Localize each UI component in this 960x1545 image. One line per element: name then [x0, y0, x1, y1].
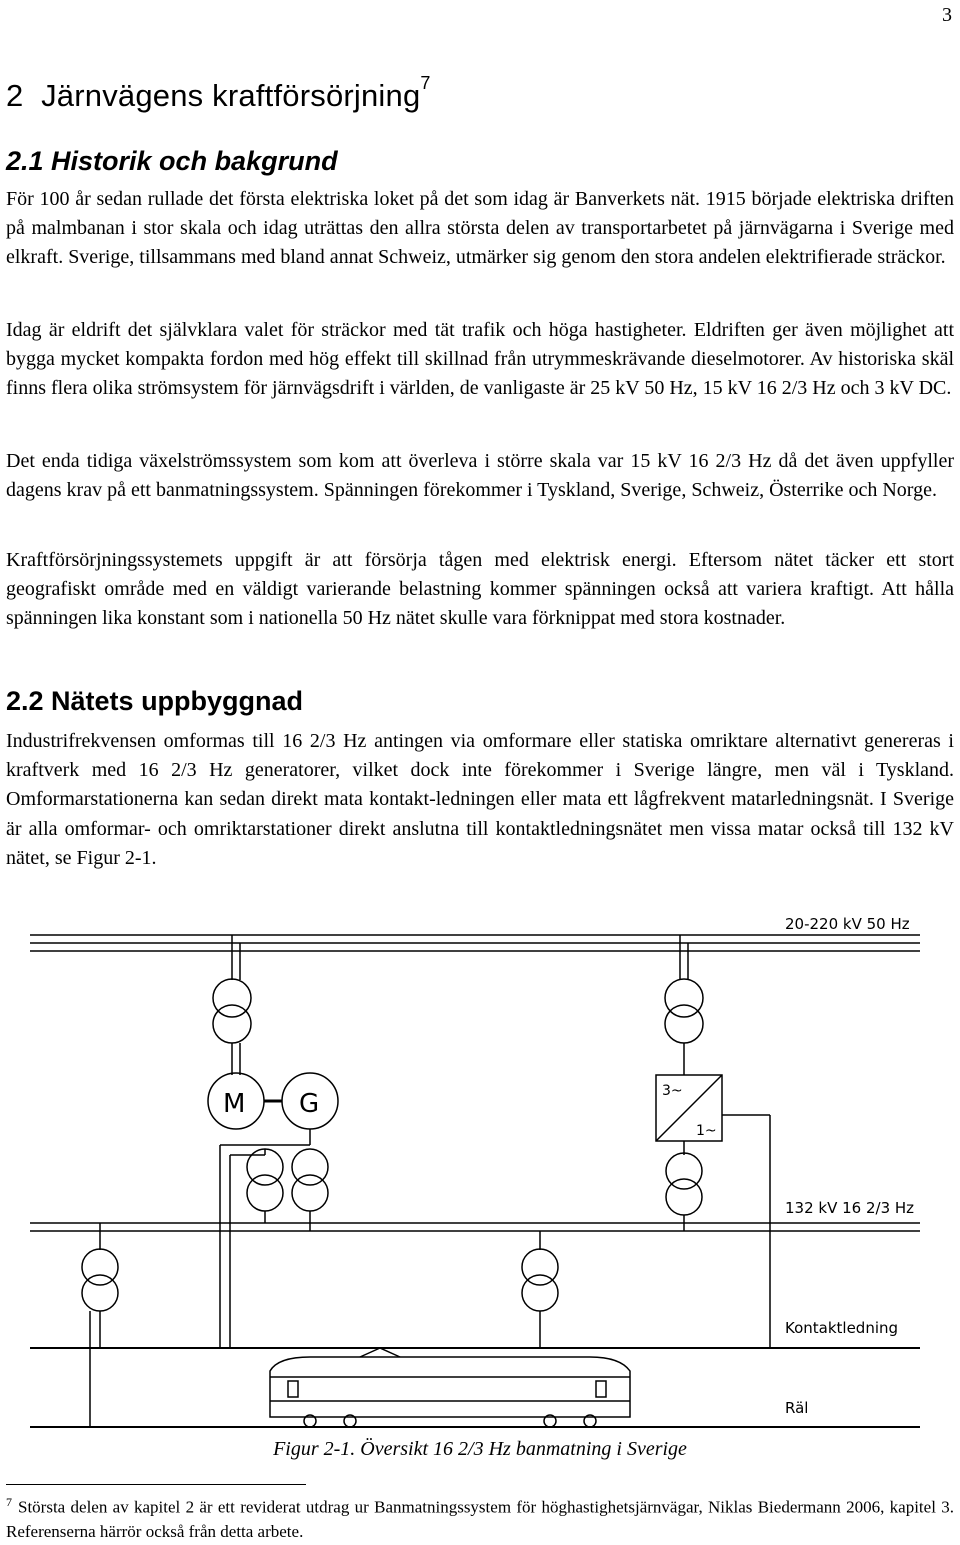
paragraph-4: Kraftförsörjningssystemets uppgift är att försörja tågen med elektrisk energi. Eftersom nätet täcker ett stort geografiskt område med en väldigt varierande belastning kommer spänningen också att variera kraftigt. Att hålla spänningen lika konstant som i nationella 50 Hz nätet skulle vara förknippat med stora kostnader.: [6, 549, 954, 630]
chapter-title: Järnvägens kraftförsörjning: [41, 78, 421, 113]
chapter-heading: [6, 72, 431, 114]
footnote: [6, 1490, 954, 1544]
footnote-text: Största delen av kapitel 2 är ett reviderat utdrag ur Banmatningssystem för höghastighetsjärnvägar, Niklas Biedermann 2006, kapitel 3. Referenserna härrör också från detta arbete.: [6, 1497, 954, 1541]
feeder-transformer-right: [522, 1231, 558, 1348]
paragraph-5: Industrifrekvensen omformas till 16 2/3 Hz antingen via omformare eller statiska omriktare alternativt genereras i kraftverk med 16 2/3 Hz generatorer, vilket dock inte förekommer i Sverige längre, men väl i Tyskland. Omformarstationerna kan sedan direkt mata kontakt-ledningen eller mata ett lågfrekvent matarledningsnät. I Sverige är alla omformar- och omriktarstationer direkt anslutna till kontaktledningsnätet men vissa matar också till 132 kV nätet, se Figur 2-1.: [6, 730, 954, 869]
label-converter-in: 3~: [662, 1083, 683, 1099]
label-rail: Räl: [785, 1399, 809, 1417]
chapter-number: 2: [6, 78, 24, 113]
label-generator: G: [299, 1089, 320, 1119]
footnote-number: 7: [6, 1495, 12, 1509]
train-locomotive: [270, 1348, 630, 1427]
feeder-transformer-left: [82, 1223, 118, 1427]
paragraph-2: Idag är eldrift det självklara valet för sträckor med tät trafik och höga hastigheter. Eldriften ger även möjlighet att bygga mycket kompakta fordon med hög effekt till skillnad från utrymmeskrävande dieselmotorer. Av historiska skäl finns flera olika strömsystem för järnvägsdrift i världen, de vanligaste är 25 kV 50 Hz, 15 kV 16 2/3 Hz och 3 kV DC.: [6, 319, 954, 400]
section-heading-natets-uppbyggnad: 2.2 Nätets uppbyggnad: [6, 686, 304, 716]
static-converter-station: [656, 935, 770, 1348]
paragraph-3: Det enda tidiga växelströmssystem som kom att överleva i större skala var 15 kV 16 2/3 Hz då det även uppfyller dagens krav på ett banmatningssystem. Spänningen förekommer i Tyskland, Sverige, Schweiz, Österrike och Norge.: [6, 450, 954, 502]
label-50hz-grid: 20-220 kV 50 Hz: [785, 915, 910, 933]
label-132kv: 132 kV 16 2/3 Hz: [785, 1199, 915, 1217]
rotary-converter-station: [208, 935, 338, 1348]
transformer-top-right-b: [665, 1005, 703, 1043]
footnote-ref: 7: [420, 72, 431, 93]
label-motor: M: [223, 1089, 246, 1119]
transformer-mid-left-b: [247, 1175, 283, 1211]
paragraph-1: För 100 år sedan rullade det första elektriska loket på det som idag är Banverkets nät. 1915 började elektriska driften på malmbanan i stor skala och idag uträttas den allra största delen av transportarbetet på järnvägarna i Sverige med elkraft. Sverige, tillsammans med bland annat Schweiz, utmärker sig genom den stora andelen elektrifierade sträckor.: [6, 188, 954, 269]
label-contact-line: Kontaktledning: [785, 1319, 899, 1337]
section-heading-historik: 2.1 Historik och bakgrund: [6, 146, 338, 176]
footnote-divider: [6, 1484, 306, 1485]
figure-caption: Figur 2-1. Översikt 16 2/3 Hz banmatning i Sverige: [273, 1438, 687, 1460]
label-converter-out: 1~: [696, 1123, 717, 1139]
transformer-lower-right-b: [666, 1179, 702, 1215]
transformer-mid-right-b: [292, 1175, 328, 1211]
figure-power-supply-diagram: [20, 905, 940, 1435]
page-number: 3: [942, 4, 952, 26]
transformer-top-left-b: [213, 1005, 251, 1043]
